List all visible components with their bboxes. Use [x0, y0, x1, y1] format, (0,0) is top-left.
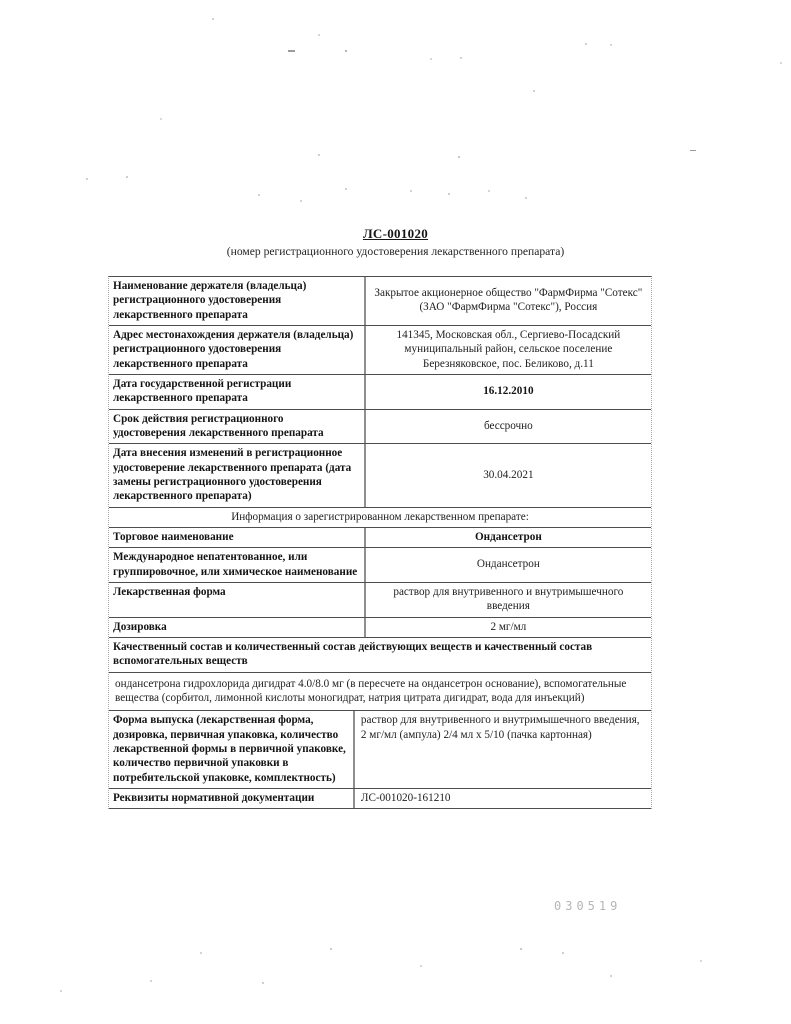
table-row-composition-text — [109, 673, 651, 712]
row-value: 30.04.2021 — [364, 444, 651, 506]
row-value: 2 мг/мл — [364, 618, 651, 637]
table-row-registration-date — [109, 375, 651, 410]
document-header — [0, 226, 791, 258]
row-label: Дата государственной регистрации лекарственного препарата — [113, 377, 292, 405]
row-value: Ондансетрон — [364, 528, 651, 547]
stamp-number: 030519 — [554, 899, 622, 913]
row-label: Дозировка — [113, 620, 167, 633]
scan-noise-speckles — [0, 0, 2, 2]
composition-header: Качественный состав и количественный состав действующих веществ и качественный состав вспомогательных веществ — [113, 640, 593, 668]
row-value: раствор для внутривенного и внутримышечного введения — [364, 583, 651, 617]
table-row-strength — [109, 618, 651, 638]
table-section-drug-info — [109, 508, 651, 528]
row-value: 141345, Московская обл., Сергиево-Посадский муниципальный район, сельское поселение Березняковское, пос. Беликово, д.11 — [364, 326, 651, 374]
scan-artifact-dash — [690, 150, 696, 151]
registration-number-title: ЛС-001020 — [362, 226, 429, 241]
section-title: Информация о зарегистрированном лекарственном препарате: — [231, 510, 529, 523]
table-row-dosage-form — [109, 583, 651, 618]
table-row-amendment-date — [109, 444, 651, 507]
table-row-trade-name — [109, 528, 651, 548]
row-label: Реквизиты нормативной документации — [113, 791, 315, 804]
table-row-holder-address — [109, 326, 651, 375]
table-row-holder-name — [109, 277, 651, 326]
row-label: Форма выпуска (лекарственная форма, дозировка, первичная упаковка, количество лекарственной формы в первичной упаковке, количество первичной упаковки в потребительской упаковке, комплектность) — [113, 714, 346, 784]
row-value: Ондансетрон — [364, 548, 651, 582]
row-label: Международное непатентованное, или группировочное, или химическое наименование — [113, 551, 358, 578]
row-label: Торговое наименование — [113, 530, 234, 543]
row-label: Дата внесения изменений в регистрационное удостоверение лекарственного препарата (дата замены регистрационного удостоверения лекарственного препарата) — [113, 447, 352, 503]
table-row-inn-name — [109, 548, 651, 583]
composition-text: ондансетрона гидрохлорида дигидрат 4.0/8.0 мг (в пересчете на ондансетрон основание), вспомогательные вещества (сорбитол, лимонной кислоты моногидрат, натрия цитрата дигидрат, вода для инъекций) — [115, 677, 627, 704]
row-value: раствор для внутривенного и внутримышечного введения, 2 мг/мл (ампула) 2/4 мл х 5/10 (пачка картонная) — [353, 711, 651, 788]
row-value: бессрочно — [364, 410, 651, 444]
row-value: ЛС-001020-161210 — [353, 789, 651, 808]
scan-artifact-dash — [288, 50, 295, 52]
table-row-release-form — [109, 711, 651, 789]
table-header-composition — [109, 638, 651, 673]
row-label: Срок действия регистрационного удостоверения лекарственного препарата — [113, 412, 324, 439]
row-label: Наименование держателя (владельца) регистрационного удостоверения лекарственного препарата — [113, 280, 307, 321]
table-row-normative-docs — [109, 789, 651, 809]
row-label: Адрес местонахождения держателя (владельца) регистрационного удостоверения лекарственного препарата — [113, 328, 354, 370]
table-row-validity-period — [109, 410, 651, 445]
row-value: 16.12.2010 — [364, 375, 651, 409]
row-label: Лекарственная форма — [113, 585, 226, 598]
registration-details-table — [108, 276, 652, 809]
row-value: Закрытое акционерное общество "ФармФирма "Сотекс" (ЗАО "ФармФирма "Сотекс"), Россия — [364, 277, 651, 325]
registration-number-caption: (номер регистрационного удостоверения лекарственного препарата) — [226, 245, 565, 258]
